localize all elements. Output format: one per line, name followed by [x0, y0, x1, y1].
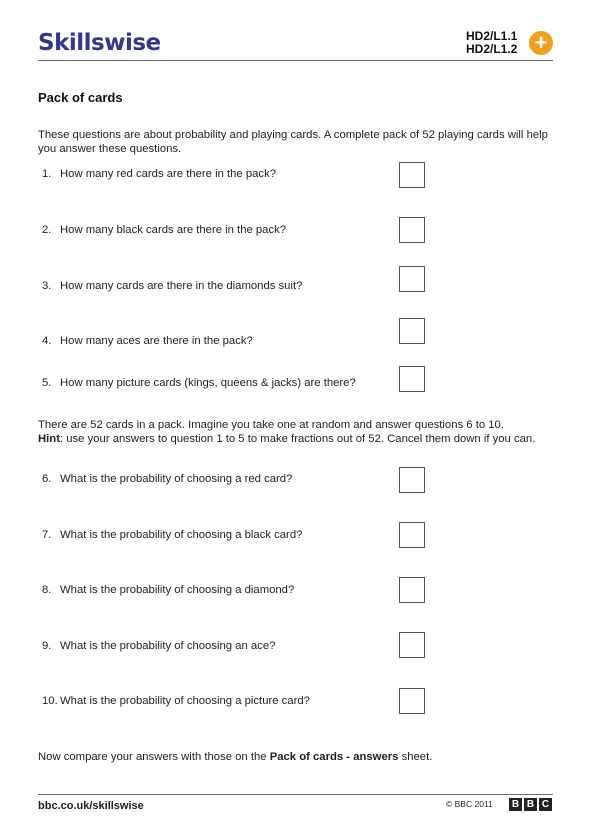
question-9	[42, 640, 275, 652]
answer-box-3[interactable]	[399, 266, 425, 292]
question-number: 6.	[42, 473, 52, 485]
plus-icon: +	[529, 31, 553, 55]
question-number: 4.	[42, 335, 52, 347]
hint-text: : use your answers to question 1 to 5 to make fractions out of 52. Cancel them down if you can.	[59, 433, 536, 445]
bbc-logo-letter: B	[509, 798, 522, 811]
page-title: Pack of cards	[38, 90, 123, 105]
level-code-2: HD2/L1.2	[466, 42, 518, 56]
level-code-1: HD2/L1.1	[466, 29, 518, 43]
answer-box-6[interactable]	[399, 467, 425, 493]
question-number: 3.	[42, 280, 52, 292]
question-number: 7.	[42, 529, 52, 541]
question-number: 10.	[42, 695, 58, 707]
answers-sheet-name: Pack of cards - answers	[269, 751, 399, 763]
answer-box-4[interactable]	[399, 318, 425, 344]
question-8	[42, 584, 294, 596]
question-text: What is the probability of choosing a picture card?	[60, 695, 310, 707]
instructions-text: There are 52 cards in a pack. Imagine you take one at random and answer questions 6 to 10.	[38, 419, 504, 431]
question-text: How many aces are there in the pack?	[60, 335, 253, 347]
question-7	[42, 529, 302, 541]
question-10	[42, 695, 310, 707]
question-2	[42, 224, 286, 236]
header-divider	[38, 60, 553, 61]
answer-box-1[interactable]	[399, 162, 425, 188]
footer-divider	[38, 794, 553, 795]
question-text: How many picture cards (kings, queens & jacks) are there?	[60, 377, 356, 389]
question-text: How many red cards are there in the pack?	[60, 168, 277, 180]
final-instruction	[38, 751, 432, 763]
question-text: How many cards are there in the diamonds suit?	[60, 280, 303, 292]
answer-box-5[interactable]	[399, 366, 425, 392]
question-number: 5.	[42, 377, 52, 389]
question-number: 2.	[42, 224, 52, 236]
copyright: © BBC 2011	[446, 799, 493, 809]
question-number: 8.	[42, 584, 52, 596]
hint-label: Hint	[38, 433, 60, 445]
question-text: How many black cards are there in the pack?	[60, 224, 287, 236]
intro-paragraph: These questions are about probability and playing cards. A complete pack of 52 playing cards will help you answer these questions.	[38, 129, 548, 155]
question-text: What is the probability of choosing a black card?	[60, 529, 303, 541]
answer-box-10[interactable]	[399, 688, 425, 714]
question-3	[42, 280, 302, 292]
question-6	[42, 473, 292, 485]
level-codes	[466, 30, 517, 56]
skillswise-logo: Skillswise	[38, 30, 161, 56]
question-5	[42, 377, 356, 389]
question-text: What is the probability of choosing a red card?	[60, 473, 293, 485]
final-text-before: Now compare your answers with those on the	[38, 751, 270, 763]
instructions-paragraph	[38, 418, 558, 446]
question-4	[42, 335, 253, 347]
bbc-logo-letter: C	[539, 798, 552, 811]
answer-box-8[interactable]	[399, 577, 425, 603]
footer-url: bbc.co.uk/skillswise	[38, 800, 144, 812]
question-number: 9.	[42, 640, 52, 652]
bbc-logo-letter: B	[524, 798, 537, 811]
question-text: What is the probability of choosing a diamond?	[60, 584, 295, 596]
answer-box-2[interactable]	[399, 217, 425, 243]
question-number: 1.	[42, 168, 52, 180]
question-1	[42, 168, 276, 180]
answer-box-7[interactable]	[399, 522, 425, 548]
question-text: What is the probability of choosing an ace?	[60, 640, 276, 652]
answer-box-9[interactable]	[399, 632, 425, 658]
bbc-logo	[509, 798, 552, 811]
final-text-after: sheet.	[398, 751, 433, 763]
